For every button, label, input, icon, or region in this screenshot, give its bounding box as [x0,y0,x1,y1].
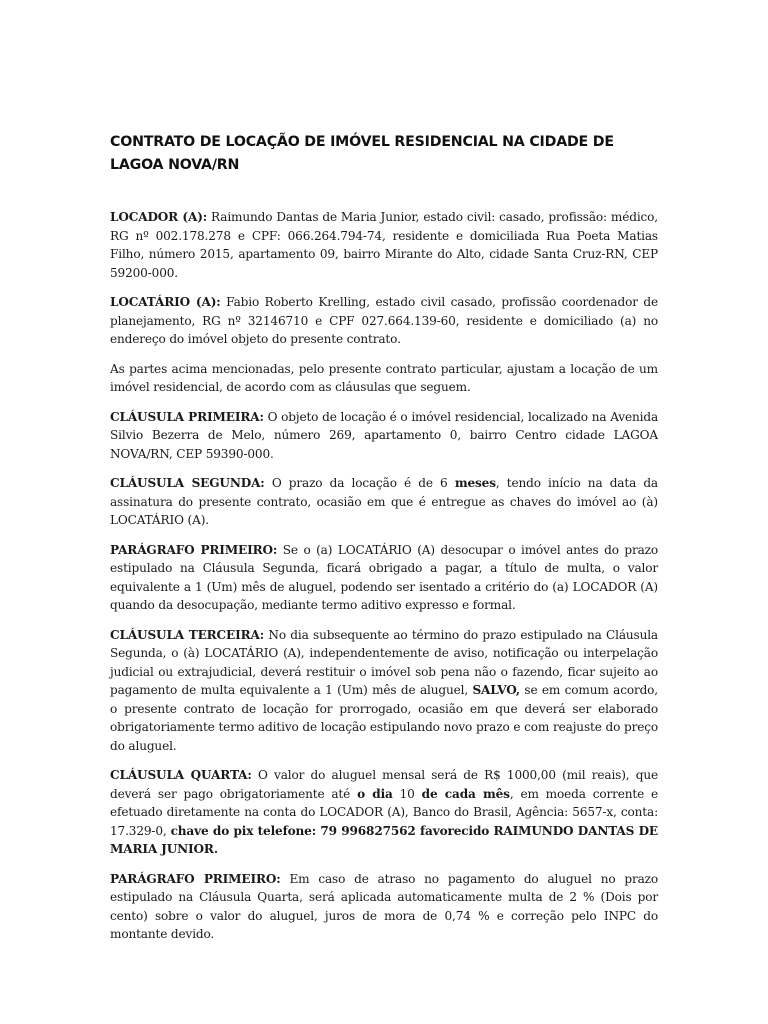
clausula-quarta-text-b: 10 [392,786,422,801]
locatario-text: Fabio Roberto Krelling, estado civil casado, profissão coordenador de planejamento, RG nº 32146710 e CPF 027.664.139-60, residente e domiciliado (a) no endereço do imóvel objeto do presente contrato. [110,295,658,346]
clausula-primeira-paragraph [110,408,658,464]
clausula-segunda-paragraph [110,474,658,530]
clausula-segunda-meses: meses [454,476,496,490]
paragrafo-primeiro-1-paragraph [110,541,658,615]
clausula-segunda-text-b: , tendo início na data da assinatura do presente contrato, ocasião em que é entregue as chaves do imóvel ao (à) LOCATÁRIO (A). [110,476,658,527]
clausula-quarta-label: CLÁUSULA QUARTA: [110,768,252,782]
clausula-terceira-text-b: se em comum acordo, o presente contrato de locação for prorrogado, ocasião em que deverá ser elaborado obrigatoriamente termo aditivo de locação estipulando novo prazo e com reajuste do preço do aluguel. [110,683,658,753]
clausula-primeira-text: O objeto de locação é o imóvel residencial, localizado na Avenida Silvio Bezerra de Melo, número 269, apartamento 0, bairro Centro cidade LAGOA NOVA/RN, CEP 59390-000. [110,409,658,461]
contract-body [110,208,658,955]
locador-text: Raimundo Dantas de Maria Junior, estado civil: casado, profissão: médico, RG nº 002.178.278 e CPF: 066.264.794-74, residente e domiciliada Rua Poeta Matias Filho, número 2015, apartamento 09, bairro Mirante do Alto, cidade Santa Cruz-RN, CEP 59200-000. [110,210,658,280]
paragrafo-primeiro-2-label: PARÁGRAFO PRIMEIRO: [110,871,281,886]
intro-paragraph: As partes acima mencionadas, pelo presente contrato particular, ajustam a locação de um imóvel residencial, de acordo com as cláusulas que seguem. [110,361,658,394]
locador-label: LOCADOR (A): [110,210,208,224]
clausula-terceira-paragraph [110,626,658,756]
paragrafo-primeiro-1-text: Se o (a) LOCATÁRIO (A) desocupar o imóvel antes do prazo estipulado na Cláusula Segunda, ficará obrigado a pagar, a título de multa, o valor equivalente a 1 (Um) mês de aluguel, podendo ser isentado a critério do (a) LOCADOR (A) quando da desocupação, mediante termo aditivo expresso e formal. [110,542,658,612]
paragrafo-primeiro-2-paragraph [110,870,658,944]
contract-title: CONTRATO DE LOCAÇÃO DE IMÓVEL RESIDENCIAL NA CIDADE DE LAGOA NOVA/RN [110,134,614,173]
clausula-quarta-pix: chave do pix telefone: 79 996827562 favorecido RAIMUNDO DANTAS DE MARIA JUNIOR. [110,823,658,856]
clausula-segunda-text-a: O prazo da locação é de 6 [264,476,455,490]
clausula-quarta-text-c: , em moeda corrente e efetuado diretamente na conta do LOCADOR (A), Banco do Brasil, Agência: 5657-x, conta: 17.329-0, [110,786,659,838]
clausula-terceira-salvo: SALVO, [472,683,520,697]
clausula-quarta-dia: o dia [357,786,393,801]
locador-paragraph [110,208,658,282]
paragrafo-primeiro-2-text: Em caso de atraso no pagamento do aluguel no prazo estipulado na Cláusula Quarta, será aplicada automaticamente multa de 2 % (Dois por cento) sobre o valor do aluguel, juros de mora de 0,74 % e correção pelo INPC do montante devido. [110,871,659,941]
clausula-quarta-text-a: O valor do aluguel mensal será de R$ 1000,00 (mil reais), que deverá ser pago obrigatoriamente até [110,768,658,801]
paragrafo-primeiro-1-label: PARÁGRAFO PRIMEIRO: [110,542,278,557]
locatario-paragraph [110,293,658,349]
clausula-quarta-paragraph [110,766,658,859]
clausula-terceira-text-a: No dia subsequente ao término do prazo estipulado na Cláusula Segunda, o (à) LOCATÁRIO (A), independentemente de aviso, notificação ou interpelação judicial ou extrajudicial, deverá restituir o imóvel sob pena não o fazendo, ficar sujeito ao pagamento de multa equivalente a 1 (Um) mês de aluguel, [110,627,658,697]
clausula-primeira-label: CLÁUSULA PRIMEIRA: [110,409,264,424]
clausula-terceira-label: CLÁUSULA TERCEIRA: [110,627,265,642]
locatario-label: LOCATÁRIO (A): [110,295,221,309]
clausula-quarta-cada-mes: de cada mês [421,786,510,801]
clausula-segunda-label: CLÁUSULA SEGUNDA: [110,476,265,490]
